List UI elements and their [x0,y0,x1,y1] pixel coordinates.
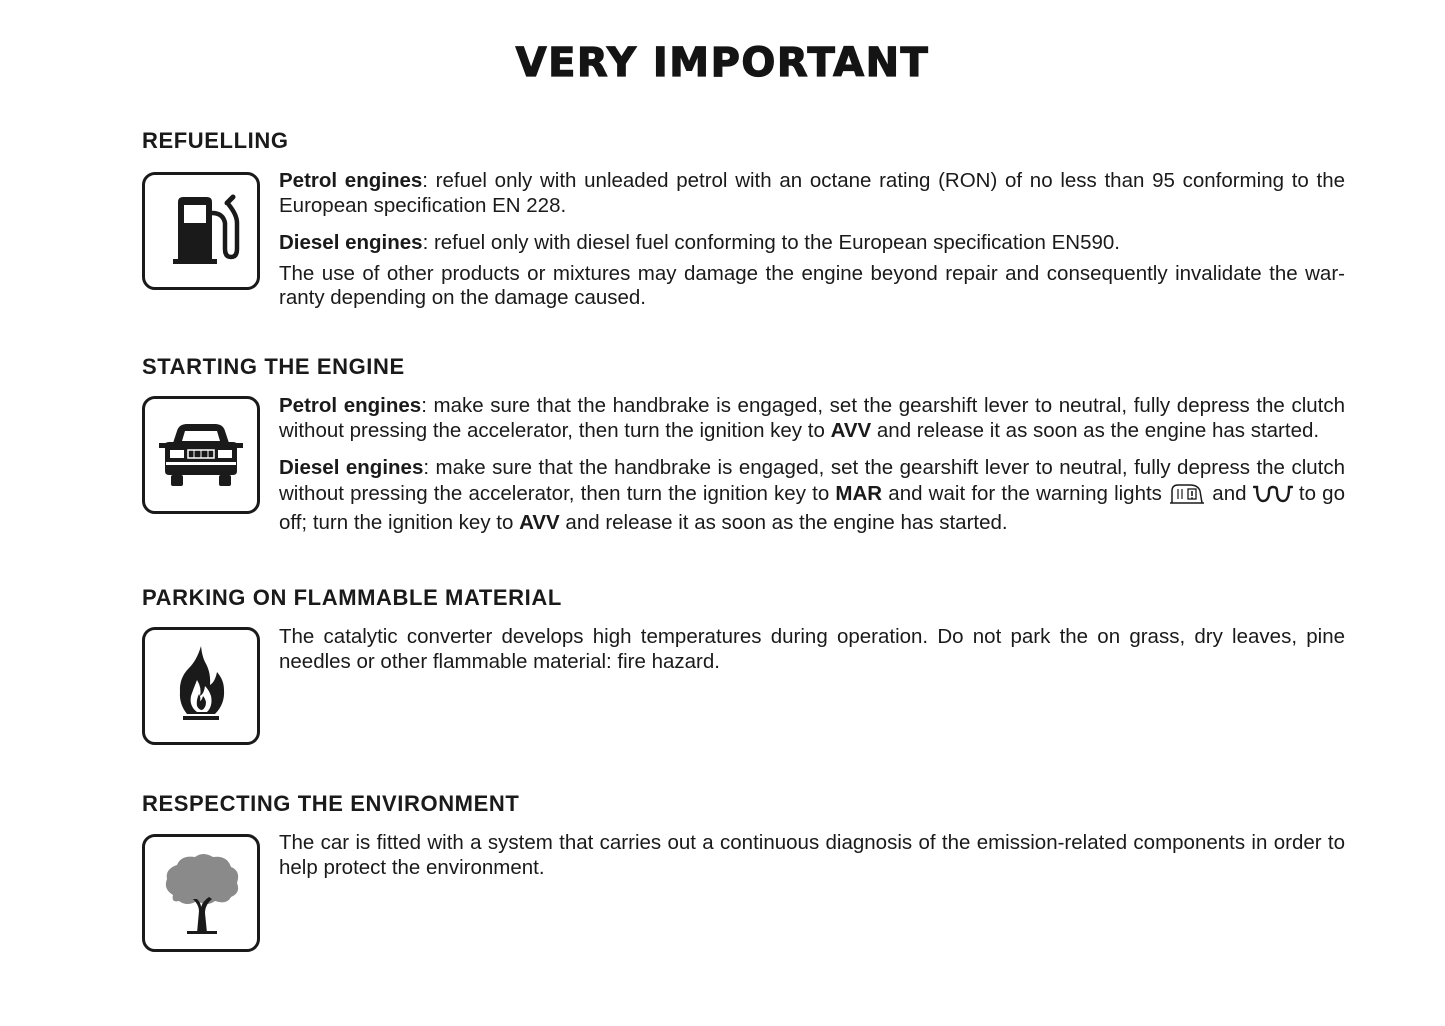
diesel-start-text-c: and [1206,481,1253,505]
starting-petrol-paragraph [279,394,1345,443]
refuelling-text [279,169,1345,324]
page-title: VERY IMPORTANT [515,40,930,86]
glow-plug-icon [1253,483,1293,512]
refuelling-warning-paragraph: The use of other products or mixtures may damage the engine beyond repair and consequently invalidate the war-ranty depending on the damage caused. [279,261,1345,309]
starting-diesel-paragraph [279,456,1345,536]
petrol-engines-label: Petrol engines [279,169,423,192]
ignition-key-position: MAR [835,481,883,505]
petrol-start-text-a: : make sure that the handbrake is engaged, set the gearshift lever to neutral, fully depress the clutch without pressing the accelerator, then turn the ignition key to [279,394,1345,442]
diesel-refuel-text: : refuel only with diesel fuel conforming to the European specification EN590. [422,231,1120,254]
petrol-engines-label: Petrol engines [279,394,422,417]
refuelling-diesel-paragraph [279,231,1345,256]
diesel-start-text-e: and release it as soon as the engine has started. [559,511,1008,534]
diesel-start-text-d: to go off; turn the ignition key to [279,481,1345,534]
starting-engine-text [279,394,1345,549]
environment-paragraph: The car is fitted with a system that carries out a continuous diagnosis of the emission-related components in order to help protect the environment. [279,831,1345,879]
fuel-pump-icon [142,172,260,290]
diesel-engines-label: Diesel engines [279,456,424,479]
tree-icon [142,834,260,952]
diesel-start-text-b: and wait for the warning lights [882,481,1169,505]
section-heading-refuelling: REFUELLING [142,128,289,153]
section-heading-parking-flammable: PARKING ON FLAMMABLE MATERIAL [142,585,562,610]
flame-icon [142,627,260,745]
ignition-key-position: AVV [519,511,560,534]
parking-flammable-paragraph: The catalytic converter develops high temperatures during operation. Do not park the on grass, dry leaves, pine needles or other flammable material: fire hazard. [279,625,1345,673]
section-heading-environment: RESPECTING THE ENVIRONMENT [142,791,520,816]
diesel-engines-label: Diesel engines [279,231,423,254]
parking-flammable-text [279,625,1345,687]
petrol-start-text-b: and release it as soon as the engine has started. [871,418,1320,442]
ignition-key-position: AVV [830,418,872,442]
car-front-icon [142,396,260,514]
section-heading-starting-engine: STARTING THE ENGINE [142,354,405,379]
diesel-start-text-a: : make sure that the handbrake is engaged, set the gearshift lever to neutral, fully depress the clutch without pressing the accelerator, then turn the ignition key to [279,456,1345,505]
warning-light-icon [1168,481,1206,512]
environment-text [279,831,1345,893]
petrol-refuel-text: : refuel only with unleaded petrol with an octane rating (RON) of no less than 95 conforming to the European specification EN 228. [279,169,1345,217]
refuelling-petrol-paragraph [279,169,1345,218]
